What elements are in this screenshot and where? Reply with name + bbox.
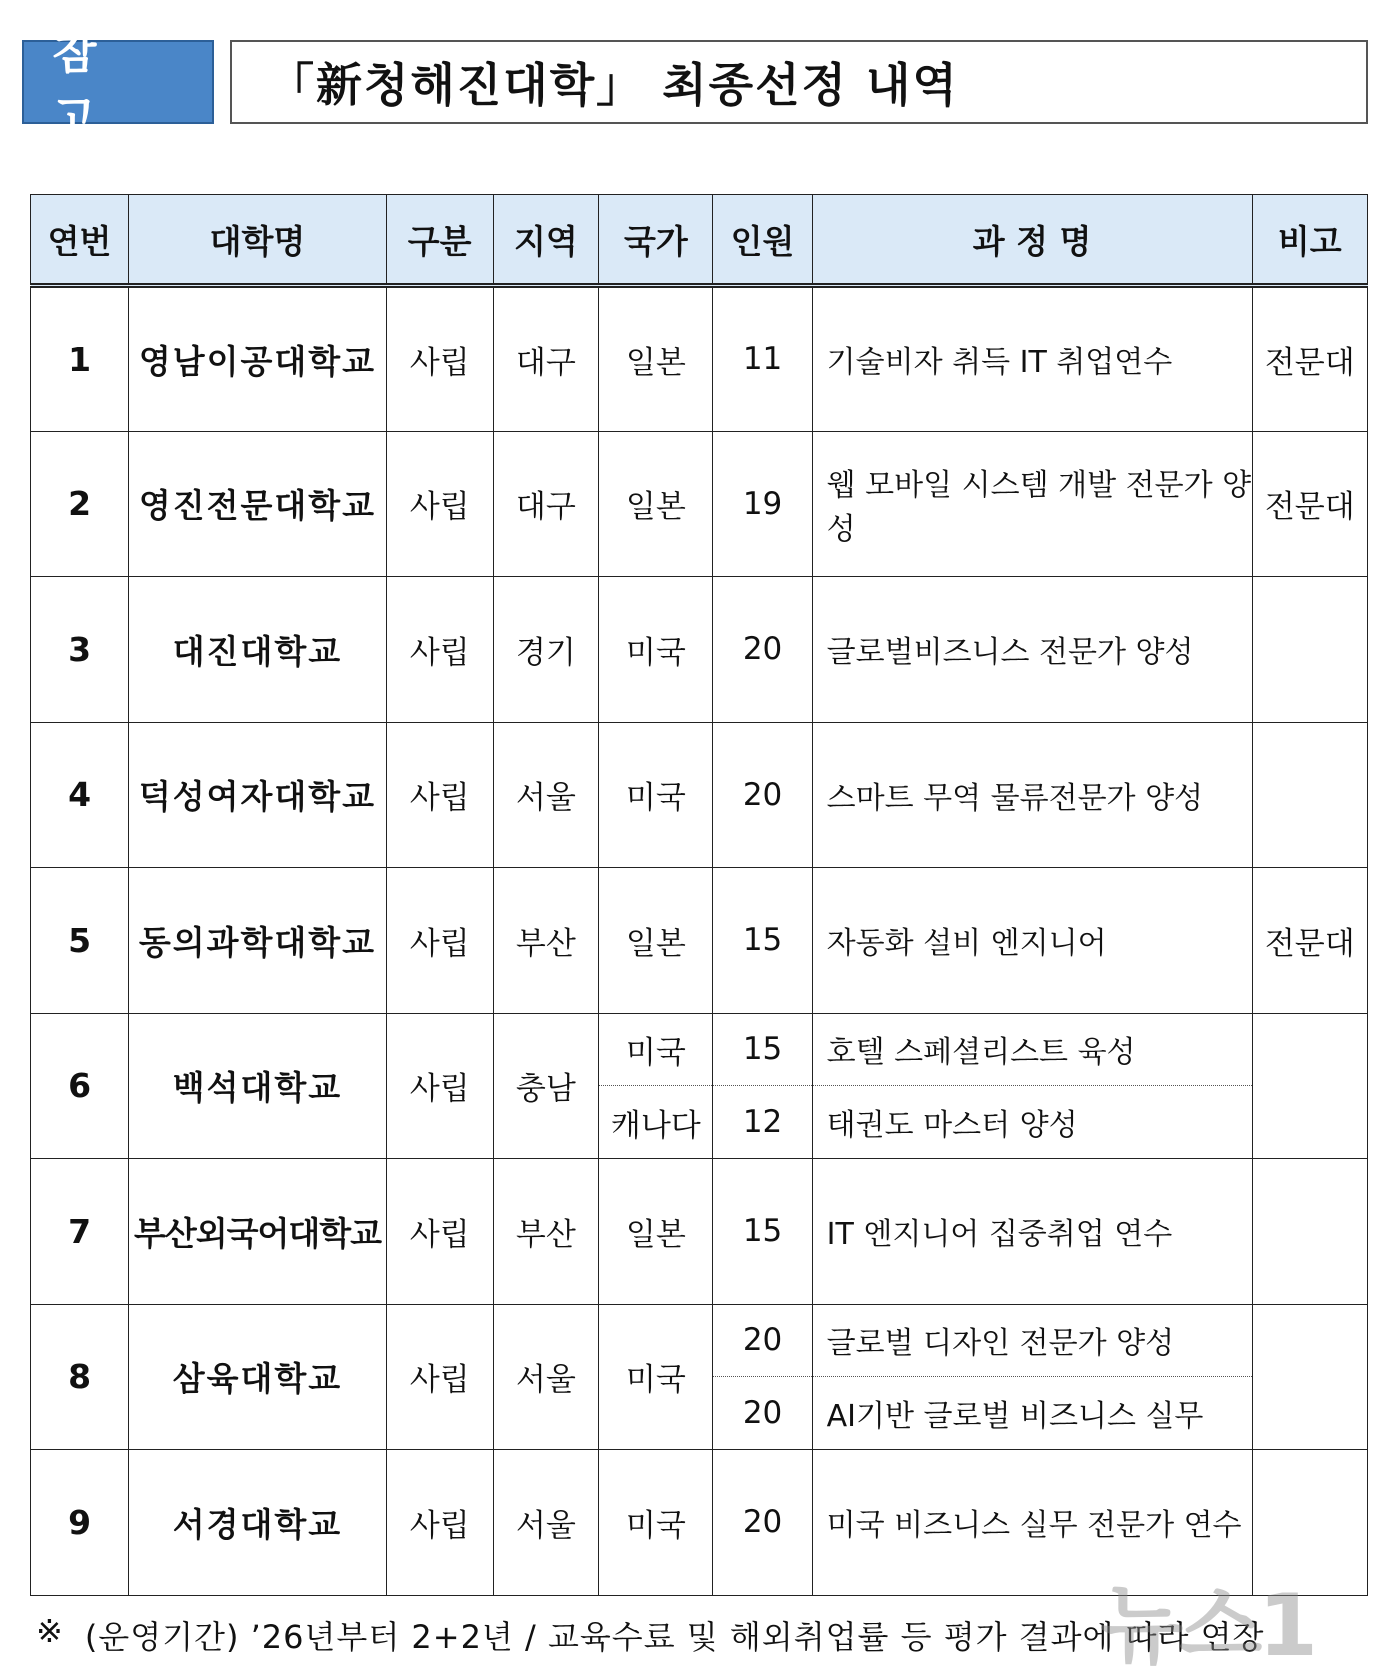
column-header: 국가 bbox=[599, 195, 713, 286]
course-cell: 호텔 스페셜리스트 육성 bbox=[812, 1013, 1252, 1086]
row-number: 2 bbox=[31, 431, 129, 577]
type-cell: 사립 bbox=[386, 286, 493, 432]
country-cell: 미국 bbox=[599, 577, 713, 723]
row-number: 3 bbox=[31, 577, 129, 723]
count-cell: 11 bbox=[713, 286, 812, 432]
count-cell: 20 bbox=[713, 577, 812, 723]
count-cell: 20 bbox=[713, 1304, 812, 1377]
country-cell: 일본 bbox=[599, 286, 713, 432]
row-number: 6 bbox=[31, 1013, 129, 1159]
type-cell: 사립 bbox=[386, 431, 493, 577]
table-header-row bbox=[31, 195, 1368, 286]
university-name: 대진대학교 bbox=[129, 577, 387, 723]
type-cell: 사립 bbox=[386, 1159, 493, 1305]
country-cell: 미국 bbox=[599, 722, 713, 868]
table-row bbox=[31, 431, 1368, 577]
table-row bbox=[31, 577, 1368, 723]
note-cell: 전문대 bbox=[1252, 286, 1367, 432]
university-name: 영남이공대학교 bbox=[129, 286, 387, 432]
row-number: 7 bbox=[31, 1159, 129, 1305]
type-cell: 사립 bbox=[386, 577, 493, 723]
type-cell: 사립 bbox=[386, 868, 493, 1014]
reference-tag: 참 고 bbox=[22, 40, 214, 124]
page-title: 「新청해진대학」 최종선정 내역 bbox=[230, 40, 1368, 124]
row-number: 9 bbox=[31, 1450, 129, 1596]
country-cell: 캐나다 bbox=[599, 1086, 713, 1159]
region-cell: 경기 bbox=[493, 577, 599, 723]
note-cell bbox=[1252, 1013, 1367, 1159]
course-cell: 기술비자 취득 IT 취업연수 bbox=[812, 286, 1252, 432]
footnote-text: (운영기간) ’26년부터 2+2년 / 교육수료 및 해외취업률 등 평가 결과에 따라 연장 bbox=[84, 1618, 1265, 1656]
count-cell: 20 bbox=[713, 1450, 812, 1596]
country-cell: 일본 bbox=[599, 868, 713, 1014]
note-cell bbox=[1252, 1159, 1367, 1305]
type-cell: 사립 bbox=[386, 1013, 493, 1159]
count-cell: 12 bbox=[713, 1086, 812, 1159]
column-header: 지역 bbox=[493, 195, 599, 286]
count-cell: 15 bbox=[713, 1159, 812, 1305]
country-cell: 일본 bbox=[599, 1159, 713, 1305]
university-name: 영진전문대학교 bbox=[129, 431, 387, 577]
table-row bbox=[31, 722, 1368, 868]
column-header: 비고 bbox=[1252, 195, 1367, 286]
region-cell: 서울 bbox=[493, 1450, 599, 1596]
news1-watermark: 뉴스1 bbox=[1100, 1576, 1314, 1676]
note-cell bbox=[1252, 1304, 1367, 1450]
course-cell: IT 엔지니어 집중취업 연수 bbox=[812, 1159, 1252, 1305]
region-cell: 대구 bbox=[493, 286, 599, 432]
note-cell: 전문대 bbox=[1252, 868, 1367, 1014]
country-cell: 미국 bbox=[599, 1013, 713, 1086]
region-cell: 서울 bbox=[493, 1304, 599, 1450]
region-cell: 부산 bbox=[493, 1159, 599, 1305]
row-number: 4 bbox=[31, 722, 129, 868]
course-cell: 스마트 무역 물류전문가 양성 bbox=[812, 722, 1252, 868]
column-header: 과 정 명 bbox=[812, 195, 1252, 286]
course-cell: 글로벌 디자인 전문가 양성 bbox=[812, 1304, 1252, 1377]
country-cell: 미국 bbox=[599, 1304, 713, 1450]
selection-table bbox=[30, 194, 1368, 1596]
table-row bbox=[31, 868, 1368, 1014]
university-name: 삼육대학교 bbox=[129, 1304, 387, 1450]
university-name: 덕성여자대학교 bbox=[129, 722, 387, 868]
region-cell: 충남 bbox=[493, 1013, 599, 1159]
region-cell: 부산 bbox=[493, 868, 599, 1014]
note-cell: 전문대 bbox=[1252, 431, 1367, 577]
row-number: 8 bbox=[31, 1304, 129, 1450]
note-cell bbox=[1252, 722, 1367, 868]
count-cell: 15 bbox=[713, 868, 812, 1014]
table-row bbox=[31, 1304, 1368, 1377]
count-cell: 15 bbox=[713, 1013, 812, 1086]
footnote-mark: ※ bbox=[36, 1612, 63, 1650]
note-cell bbox=[1252, 577, 1367, 723]
country-cell: 일본 bbox=[599, 431, 713, 577]
count-cell: 20 bbox=[713, 1377, 812, 1450]
table-row bbox=[31, 1159, 1368, 1305]
course-cell: AI기반 글로벌 비즈니스 실무 bbox=[812, 1377, 1252, 1450]
column-header: 구분 bbox=[386, 195, 493, 286]
course-cell: 글로벌비즈니스 전문가 양성 bbox=[812, 577, 1252, 723]
course-cell: 웹 모바일 시스템 개발 전문가 양성 bbox=[812, 431, 1252, 577]
university-name: 서경대학교 bbox=[129, 1450, 387, 1596]
university-name: 동의과학대학교 bbox=[129, 868, 387, 1014]
count-cell: 20 bbox=[713, 722, 812, 868]
row-number: 1 bbox=[31, 286, 129, 432]
university-name: 부산외국어대학교 bbox=[129, 1159, 387, 1305]
region-cell: 서울 bbox=[493, 722, 599, 868]
column-header: 인원 bbox=[713, 195, 812, 286]
region-cell: 대구 bbox=[493, 431, 599, 577]
column-header: 대학명 bbox=[129, 195, 387, 286]
type-cell: 사립 bbox=[386, 1304, 493, 1450]
type-cell: 사립 bbox=[386, 722, 493, 868]
count-cell: 19 bbox=[713, 431, 812, 577]
university-name: 백석대학교 bbox=[129, 1013, 387, 1159]
table-row bbox=[31, 1013, 1368, 1086]
type-cell: 사립 bbox=[386, 1450, 493, 1596]
country-cell: 미국 bbox=[599, 1450, 713, 1596]
course-cell: 미국 비즈니스 실무 전문가 연수 bbox=[812, 1450, 1252, 1596]
course-cell: 태권도 마스터 양성 bbox=[812, 1086, 1252, 1159]
table-row bbox=[31, 286, 1368, 432]
course-cell: 자동화 설비 엔지니어 bbox=[812, 868, 1252, 1014]
column-header: 연번 bbox=[31, 195, 129, 286]
row-number: 5 bbox=[31, 868, 129, 1014]
